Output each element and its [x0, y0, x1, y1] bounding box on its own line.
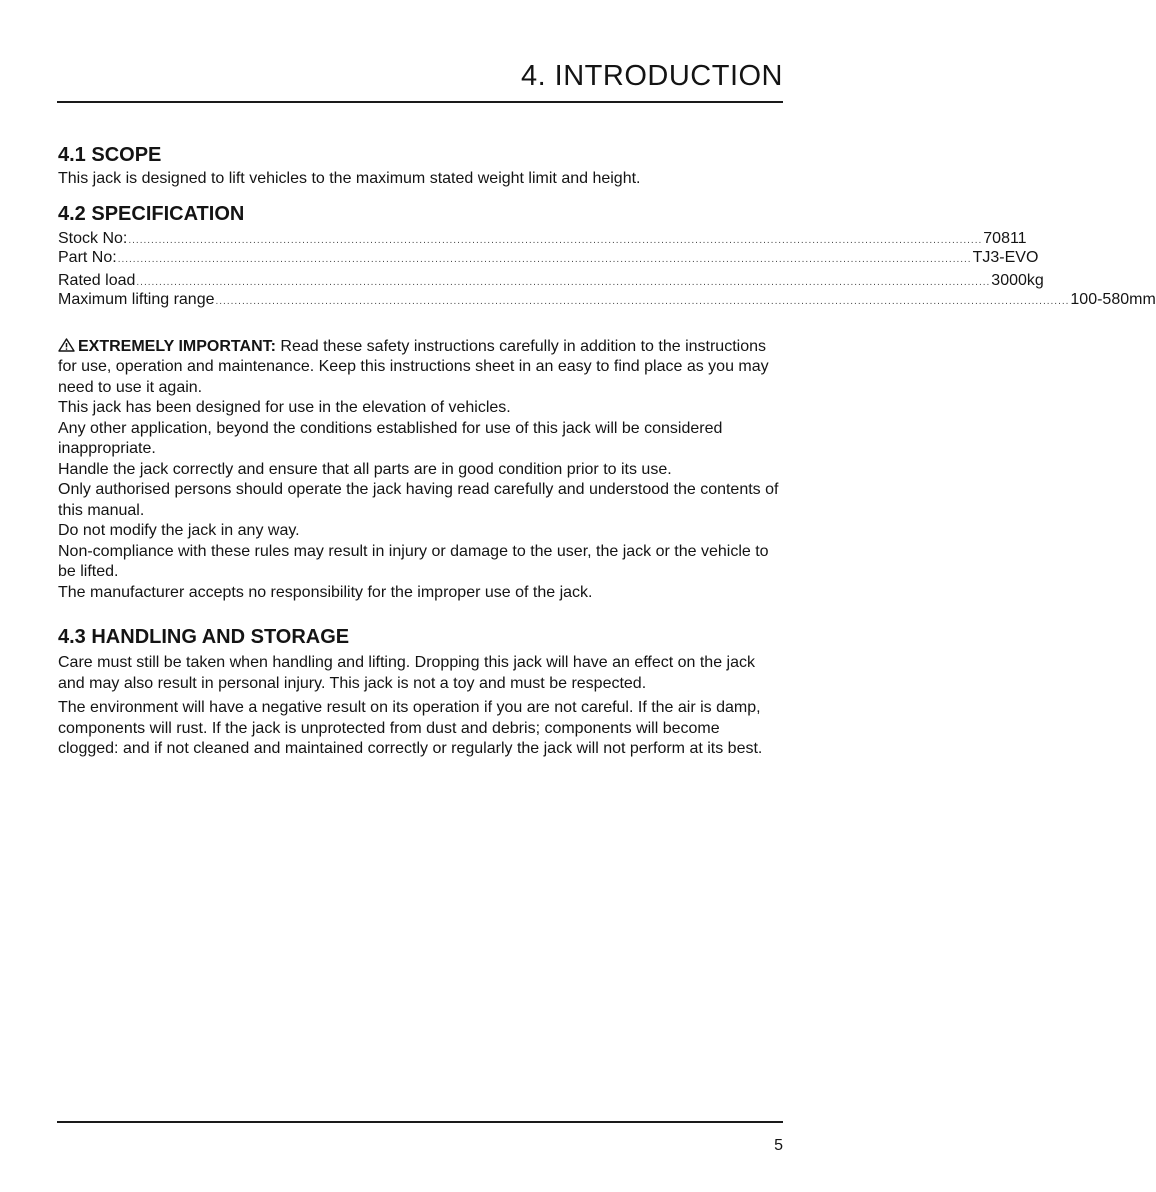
section-specification — [58, 201, 1156, 310]
safety-line: Handle the jack correctly and ensure that all parts are in good condition prior to its use. — [58, 460, 672, 478]
safety-line: Do not modify the jack in any way. — [58, 522, 300, 539]
spec-row-stock-no — [58, 229, 1027, 249]
spec-row-part-no — [58, 248, 1039, 268]
dot-leader: .................................................................................................................................................................................................................................. — [136, 276, 991, 288]
spec-label: Stock No: — [58, 229, 128, 247]
safety-line: This jack has been designed for use in the elevation of vehicles. — [58, 399, 511, 416]
safety-line: Any other application, beyond the conditions established for use of this jack will be considered inappropriate. — [58, 419, 723, 457]
page-header — [57, 56, 783, 103]
dot-leader: .................................................................................................................................................................................................................................. — [215, 296, 1070, 307]
warning-triangle-icon — [58, 338, 75, 352]
handling-paragraph: The environment will have a negative result on its operation if you are not careful. If the air is damp, components will rust. If the jack is unprotected from dust and debris; components will become clogged: and if not cleaned and maintained correctly or regularly the jack will not perform at its best. — [58, 699, 763, 757]
spec-label: Rated load — [58, 271, 136, 289]
spec-value: 100-580mm — [1070, 291, 1156, 308]
warning-label: EXTREMELY IMPORTANT: — [78, 337, 276, 355]
page-number: 5 — [774, 1137, 783, 1154]
spec-value: 3000kg — [991, 271, 1044, 289]
scope-heading: 4.1 SCOPE — [58, 144, 162, 166]
specification-heading: 4.2 SPECIFICATION — [58, 202, 245, 225]
section-scope — [58, 142, 784, 190]
spec-row-lifting-range — [58, 290, 1156, 310]
dot-leader: .................................................................................................................................................................................................................................. — [117, 254, 972, 265]
safety-line: Non-compliance with these rules may result in injury or damage to the user, the jack or the vehicle to be lifted. — [58, 542, 769, 580]
handling-paragraph: Care must still be taken when handling and lifting. Dropping this jack will have an effect on the jack and may also result in personal injury. This jack is not a toy and must be respected. — [58, 654, 755, 692]
warning-text: Read these safety instructions carefully in addition to the instructions for use, operation and maintenance. Keep this instructions sheet in an easy to find place as you may need to use it again. — [58, 337, 769, 396]
handling-heading: 4.3 HANDLING AND STORAGE — [58, 626, 350, 648]
spec-value: 70811 — [983, 229, 1027, 247]
spec-label: Maximum lifting range — [58, 291, 215, 308]
dot-leader: .................................................................................................................................................................................................................................. — [128, 234, 983, 246]
section-handling — [58, 624, 784, 760]
safety-line: Only authorised persons should operate the jack having read carefully and understood the contents of this manual. — [58, 481, 779, 519]
spec-row-rated-load — [58, 271, 1044, 291]
page-footer — [57, 1121, 783, 1154]
page-content — [58, 142, 1156, 760]
page-title: 4. INTRODUCTION — [520, 60, 783, 92]
safety-warning-paragraph — [58, 337, 784, 399]
spec-value: TJ3-EVO — [972, 249, 1039, 266]
scope-text: This jack is designed to lift vehicles to the maximum stated weight limit and height. — [58, 170, 641, 187]
section-safety — [58, 337, 784, 604]
specification-table — [58, 229, 1156, 310]
safety-line: The manufacturer accepts no responsibility for the improper use of the jack. — [58, 583, 593, 601]
spec-label: Part No: — [58, 249, 117, 266]
